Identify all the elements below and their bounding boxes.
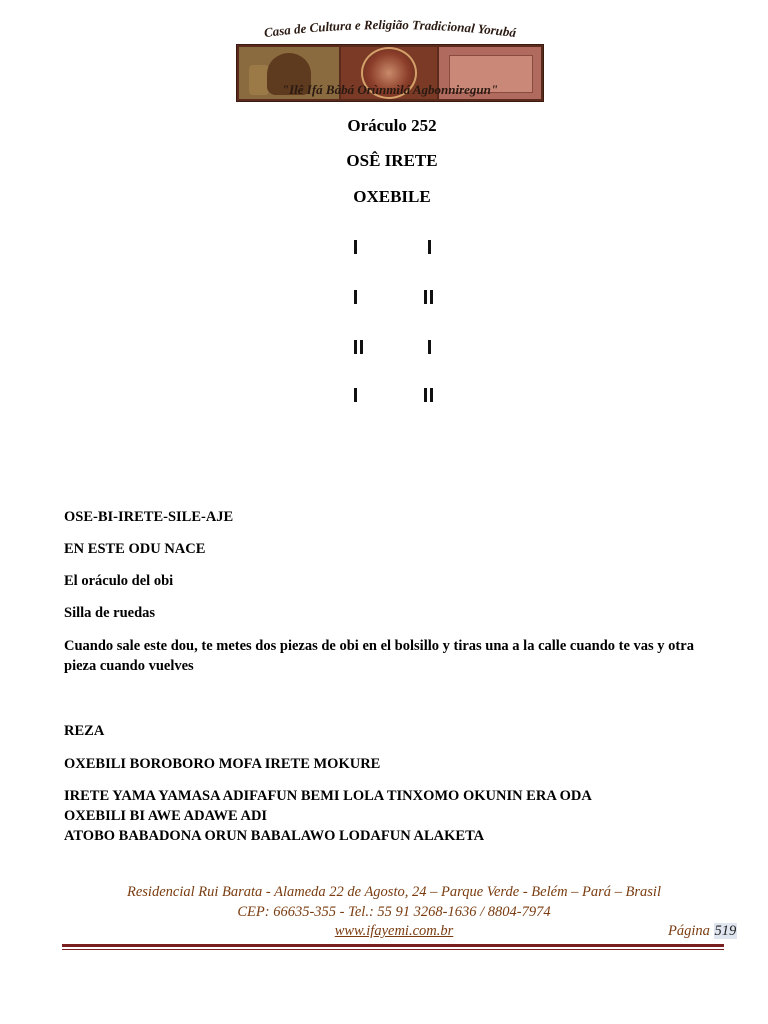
svg-text:Casa de Cultura e Religião Tra: Casa de Cultura e Religião Tradicional Yorubá xyxy=(263,18,517,41)
oracle-name: OSÊ IRETE xyxy=(346,151,438,170)
page-number: 519 xyxy=(714,923,737,939)
oracle-subname: OXEBILE xyxy=(353,187,431,206)
footer-contact: CEP: 66635-355 - Tel.: 55 91 3268-1636 / 8804-7974 xyxy=(237,904,551,920)
odu-mark-left-2 xyxy=(354,290,366,304)
odu-phrase: OSE-BI-IRETE-SILE-AJE xyxy=(64,509,234,525)
odu-mark-right-4 xyxy=(424,388,436,402)
section-heading-nace: EN ESTE ODU NACE xyxy=(64,541,206,557)
footer-rule-thin xyxy=(62,949,724,950)
prayer-line-2: IRETE YAMA YAMASA ADIFAFUN BEMI LOLA TINXOMO OKUNIN ERA ODA xyxy=(64,788,592,804)
page-label: Página xyxy=(668,923,710,939)
logo-subtitle: "Ilê Ifá Bàbá Orùnmìlá Agbonniregun" xyxy=(281,82,499,97)
footer-website-link[interactable]: www.ifayemi.com.br xyxy=(334,923,454,939)
prayer-line-4: ATOBO BABADONA ORUN BABALAWO LODAFUN ALAKETA xyxy=(64,828,485,844)
odu-mark-left-3 xyxy=(354,340,366,354)
body-paragraph-instructions: Cuando sale este dou, te metes dos piezas de obi en el bolsillo y tiras una a la calle cuando te vas y otra pieza cuando vuelves xyxy=(64,638,694,674)
page-indicator xyxy=(668,923,737,940)
prayer-line-1: OXEBILI BOROBORO MOFA IRETE MOKURE xyxy=(64,756,381,772)
section-heading-reza: REZA xyxy=(64,723,105,739)
odu-mark-right-3 xyxy=(428,340,440,354)
oracle-number: Oráculo 252 xyxy=(347,116,437,135)
odu-mark-left-4 xyxy=(354,388,366,402)
odu-mark-right-1 xyxy=(428,240,440,254)
odu-mark-right-2 xyxy=(424,290,436,304)
prayer-line-3: OXEBILI BI AWE ADAWE ADI xyxy=(64,808,268,824)
footer-address: Residencial Rui Barata - Alameda 22 de Agosto, 24 – Parque Verde - Belém – Pará – Brasil xyxy=(126,884,661,900)
body-line-silla: Silla de ruedas xyxy=(64,605,156,621)
header-logo xyxy=(190,18,590,104)
footer-rule-thick xyxy=(62,944,724,947)
odu-mark-left-1 xyxy=(354,240,366,254)
body-line-obi: El oráculo del obi xyxy=(64,573,174,589)
